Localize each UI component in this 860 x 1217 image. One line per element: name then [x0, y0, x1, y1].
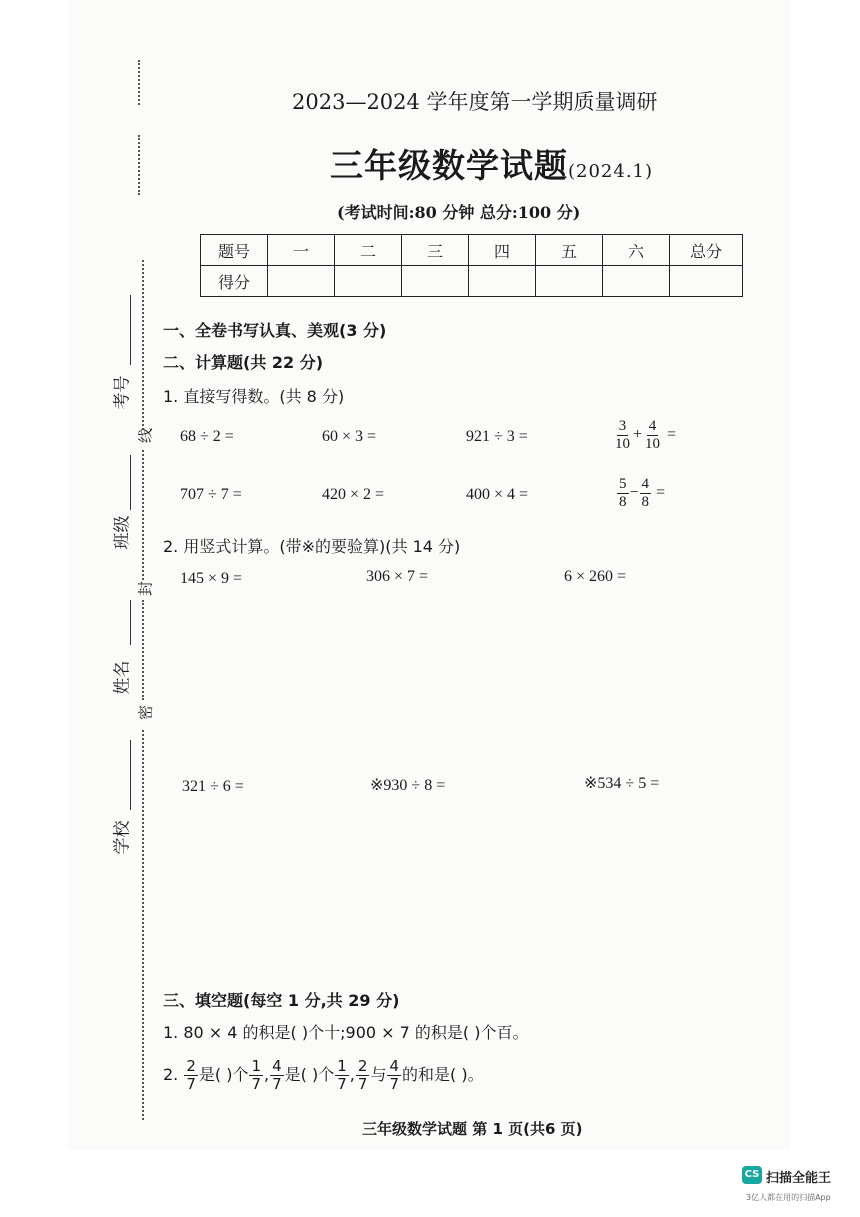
vertical-6-mul-260: 6 × 260 = — [564, 568, 627, 585]
camscanner-logo-icon: CS — [742, 1166, 762, 1184]
score-field-3 — [402, 266, 469, 297]
binding-dotted-line-5 — [142, 600, 144, 700]
xuexiao-label: 学校 — [112, 820, 133, 855]
binding-dotted-line-4 — [142, 450, 144, 580]
fraction: $\frac{2}{7}$ — [357, 1057, 368, 1093]
year-line: 2023—2024 学年度第一学期质量调研 — [292, 90, 658, 114]
title-text: 三年级数学试题 — [330, 146, 568, 185]
binding-xian: 线 — [136, 428, 155, 444]
binding-mi: 密 — [136, 705, 155, 721]
binding-feng: 封 — [136, 581, 155, 597]
exercise-921-div-3: 921 ÷ 3 = — [466, 428, 528, 445]
section3-q1: 1. 80 × 4 的积是( )个十;900 × 7 的积是( )个百。 — [163, 1023, 529, 1042]
xingming-line — [130, 600, 131, 645]
score-field-4 — [469, 266, 536, 297]
vertical-321-div-6: 321 ÷ 6 = — [182, 778, 244, 795]
xuexiao-line — [130, 740, 131, 810]
score-row-label: 得分 — [201, 266, 268, 297]
score-table — [200, 234, 743, 297]
fraction: $\frac{5}{8}$ — [619, 476, 627, 510]
section1-title: 一、全卷书写认真、美观(3 分) — [163, 321, 387, 340]
section2-q1-title: 1. 直接写得数。(共 8 分) — [163, 387, 345, 406]
score-table-header-row — [201, 235, 743, 266]
score-cell-2: 二 — [335, 235, 402, 266]
exercise-400-mul-4: 400 × 4 = — [466, 486, 529, 503]
vertical-145-mul-9: 145 × 9 = — [180, 570, 243, 587]
score-cell-1: 一 — [268, 235, 335, 266]
vertical-306-mul-7: 306 × 7 = — [366, 568, 429, 585]
score-cell-label: 题号 — [201, 235, 268, 266]
fraction: $\frac{1}{7}$ — [337, 1057, 347, 1093]
binding-dotted-line-3 — [142, 260, 144, 430]
exercise-frac-add: $\frac{3}{10}$ + $\frac{4}{10}$ = — [615, 418, 677, 452]
score-cell-6: 六 — [603, 235, 670, 266]
score-cell-3: 三 — [402, 235, 469, 266]
fraction: $\frac{4}{10}$ — [645, 418, 661, 452]
fraction: $\frac{1}{7}$ — [251, 1057, 262, 1093]
score-field-1 — [268, 266, 335, 297]
exercise-60-mul-3: 60 × 3 = — [322, 428, 377, 445]
binding-dotted-line-2 — [138, 135, 140, 195]
score-field-6 — [603, 266, 670, 297]
fraction: $\frac{4}{7}$ — [272, 1057, 282, 1093]
vertical-930-div-8: ※930 ÷ 8 = — [370, 777, 446, 794]
title-date: (2024.1) — [568, 161, 654, 182]
page-title — [330, 140, 653, 187]
binding-dotted-line-1 — [138, 60, 140, 105]
section2-title: 二、计算题(共 22 分) — [163, 353, 324, 372]
fraction: $\frac{4}{7}$ — [389, 1057, 399, 1093]
fraction: $\frac{3}{10}$ — [615, 418, 630, 452]
section2-q2-title: 2. 用竖式计算。(带※的要验算)(共 14 分) — [163, 537, 461, 556]
exercise-707-div-7: 707 ÷ 7 = — [180, 486, 242, 503]
kaohao-line — [130, 295, 131, 365]
watermark-slogan: 3亿人都在用的扫描App — [746, 1193, 831, 1202]
page-footer: 三年级数学试题 第 1 页(共6 页) — [362, 1120, 583, 1138]
section3-title: 三、填空题(每空 1 分,共 29 分) — [163, 991, 400, 1010]
score-cell-5: 五 — [536, 235, 603, 266]
fraction: $\frac{2}{7}$ — [186, 1057, 196, 1093]
score-cell-total: 总分 — [670, 235, 743, 266]
vertical-534-div-5: ※534 ÷ 5 = — [584, 775, 660, 792]
section3-q2: 2. $\frac{2}{7}$ 是( )个 $\frac{1}{7}$ , $\frac{4}{7}$ 是( )个 $\frac{1}{7}$ , $\frac{2}{7}$ 与 $\frac{4}{7}$ 的和是( )。 — [163, 1057, 484, 1093]
exercise-420-mul-2: 420 × 2 = — [322, 486, 385, 503]
score-cell-4: 四 — [469, 235, 536, 266]
binding-dotted-line-6 — [142, 730, 144, 1120]
banji-label: 班级 — [112, 515, 133, 550]
exercise-68-div-2: 68 ÷ 2 = — [180, 428, 234, 445]
score-field-5 — [536, 266, 603, 297]
score-field-2 — [335, 266, 402, 297]
score-table-score-row — [201, 266, 743, 297]
watermark-brand: 扫描全能王 — [766, 1171, 832, 1186]
xingming-label: 姓名 — [112, 660, 133, 695]
exam-info: (考试时间:80 分钟 总分:100 分) — [337, 203, 581, 222]
exercise-frac-sub: $\frac{5}{8}$ − $\frac{4}{8}$ = — [619, 476, 666, 510]
kaohao-label: 考号 — [112, 375, 133, 410]
banji-line — [130, 455, 131, 510]
fraction: $\frac{4}{8}$ — [641, 476, 650, 510]
score-field-total — [670, 266, 743, 297]
